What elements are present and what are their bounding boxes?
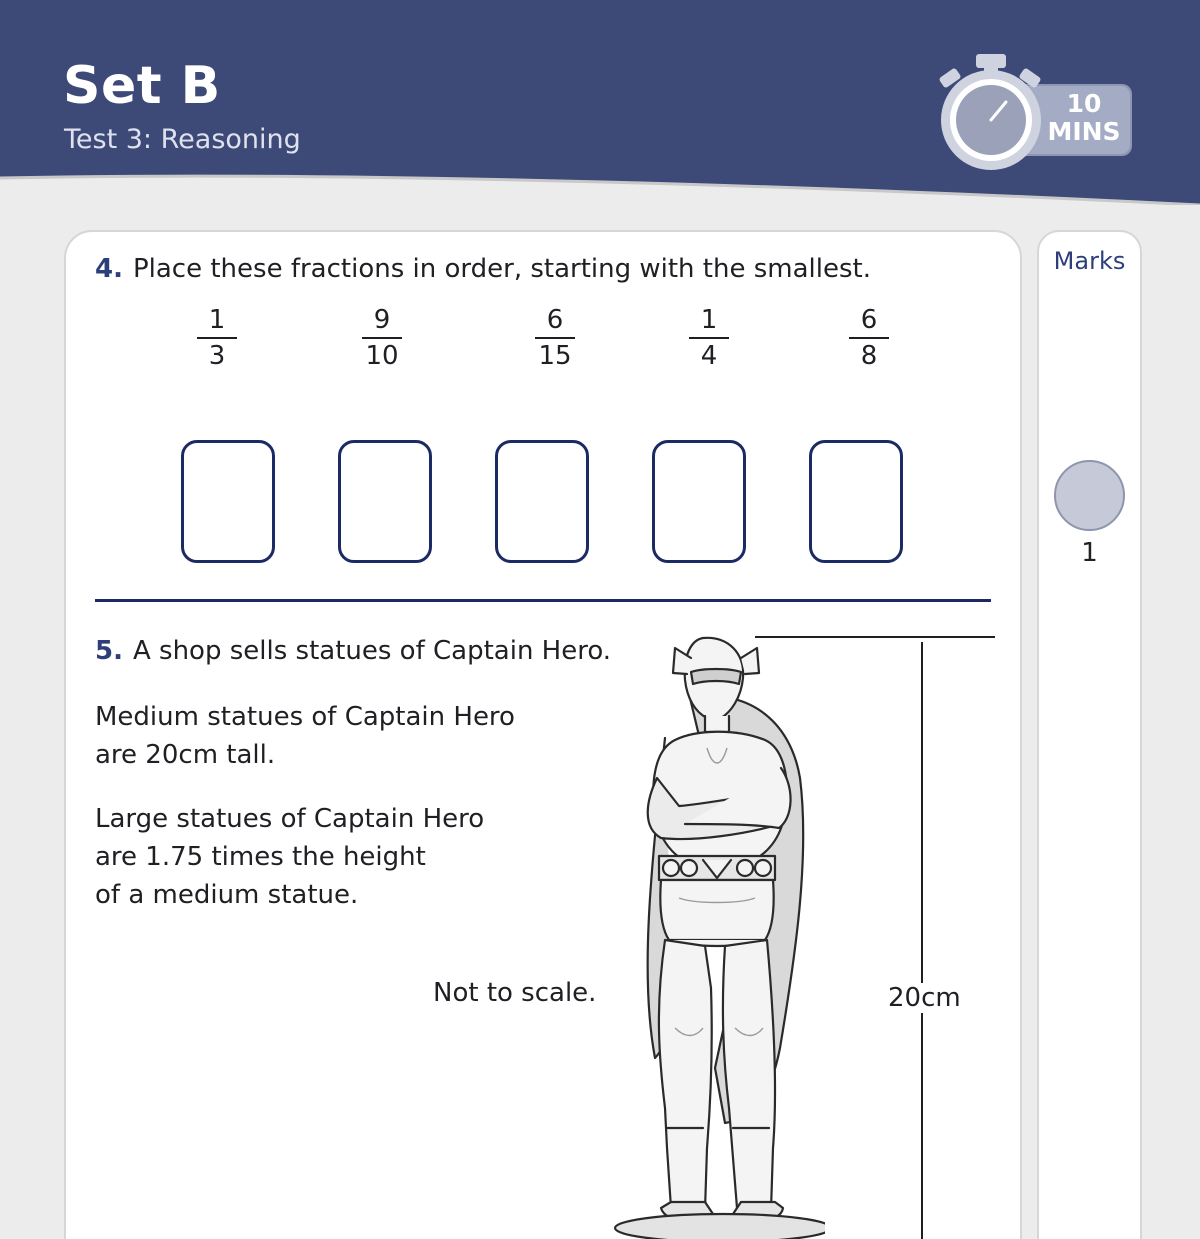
text-line: Medium statues of Captain Hero bbox=[95, 702, 515, 732]
text-line: Large statues of Captain Hero bbox=[95, 804, 485, 834]
q4-mark-circle[interactable] bbox=[1054, 460, 1125, 531]
fraction bbox=[679, 306, 739, 370]
text-line: are 20cm tall. bbox=[95, 740, 276, 770]
fraction-denominator: 4 bbox=[700, 341, 718, 371]
fraction-numerator: 9 bbox=[373, 305, 391, 335]
answer-box-5[interactable] bbox=[809, 440, 903, 563]
fraction-numerator: 6 bbox=[546, 305, 564, 335]
answer-box-2[interactable] bbox=[338, 440, 432, 563]
question-divider bbox=[95, 599, 991, 602]
height-label: 20cm bbox=[888, 983, 961, 1013]
not-to-scale-note: Not to scale. bbox=[433, 978, 597, 1008]
fraction-denominator: 15 bbox=[538, 341, 572, 371]
marks-title: Marks bbox=[1053, 247, 1126, 275]
fraction-numerator: 1 bbox=[208, 305, 226, 335]
answer-box-3[interactable] bbox=[495, 440, 589, 563]
fraction-denominator: 8 bbox=[860, 341, 878, 371]
text-line: of a medium statue. bbox=[95, 880, 359, 910]
test-subtitle: Test 3: Reasoning bbox=[64, 124, 301, 155]
text-line: are 1.75 times the height bbox=[95, 842, 426, 872]
answer-box-4[interactable] bbox=[652, 440, 746, 563]
q5-prompt-line bbox=[95, 636, 611, 666]
marks-column bbox=[1037, 230, 1142, 1239]
fraction bbox=[839, 306, 899, 370]
q4-number: 4. bbox=[95, 254, 123, 284]
fraction-numerator: 6 bbox=[860, 305, 878, 335]
timer-label bbox=[1040, 90, 1128, 146]
answer-box-1[interactable] bbox=[181, 440, 275, 563]
fraction bbox=[352, 306, 412, 370]
page-header bbox=[0, 0, 1200, 205]
set-title: Set B bbox=[63, 56, 221, 116]
fraction bbox=[525, 306, 585, 370]
timer-unit: MINS bbox=[1047, 117, 1121, 146]
superhero-statue-illustration bbox=[595, 628, 825, 1239]
q5-paragraph-large bbox=[95, 800, 484, 914]
q4-prompt: Place these fractions in order, starting with the smallest. bbox=[132, 254, 871, 284]
fraction-denominator: 3 bbox=[208, 341, 226, 371]
fraction-numerator: 1 bbox=[700, 305, 718, 335]
fraction bbox=[187, 306, 247, 370]
fraction-denominator: 10 bbox=[365, 341, 399, 371]
q5-number: 5. bbox=[95, 636, 123, 666]
timer-minutes: 10 bbox=[1066, 89, 1102, 118]
q5-paragraph-medium bbox=[95, 698, 515, 774]
q4-prompt-line bbox=[95, 254, 871, 284]
q4-mark-value: 1 bbox=[1081, 538, 1098, 568]
q5-prompt: A shop sells statues of Captain Hero. bbox=[132, 636, 612, 666]
